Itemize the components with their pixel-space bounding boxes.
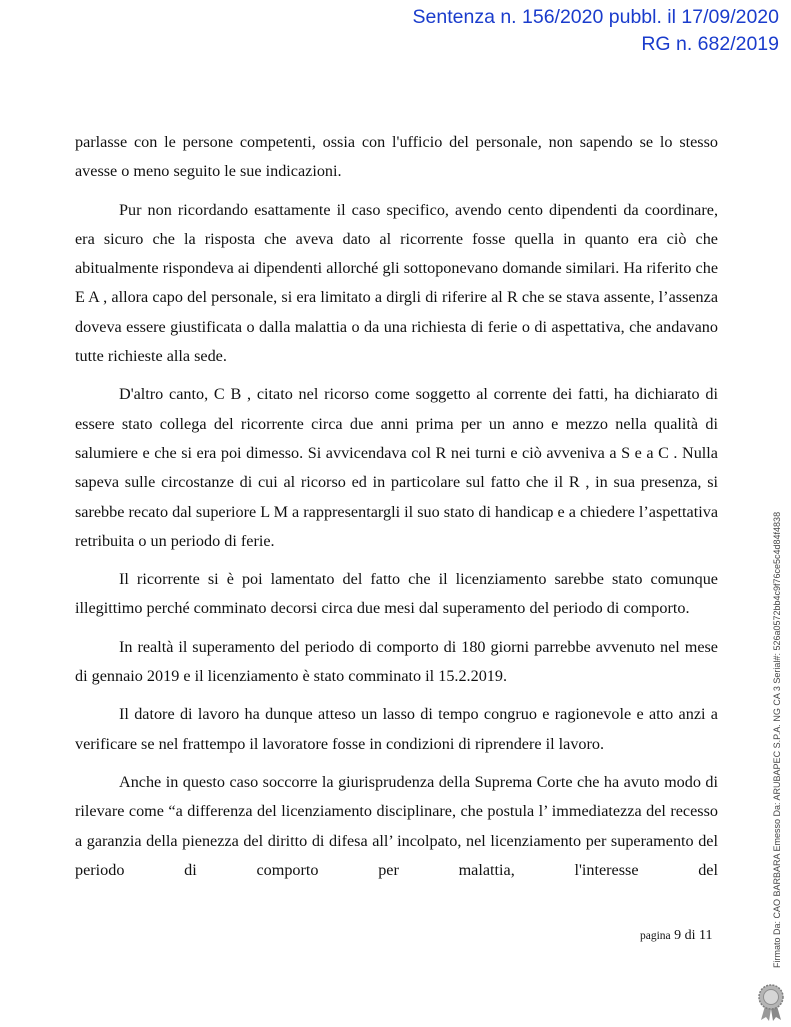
paragraph-4: Il ricorrente si è poi lamentato del fatto che il licenziamento sarebbe stato comunque illegittimo perché comminato decorsi circa due mesi dal superamento del periodo di comporto.	[75, 570, 718, 618]
document-body	[75, 128, 718, 894]
total-pages: 11	[699, 928, 713, 943]
paragraph-3: D'altro canto, C B , citato nel ricorso come soggetto al corrente dei fatti, ha dichiarato di essere stato collega del ricorrente circa due anni prima per un anno e mezzo nella qualità di salumiere e che si era poi dimesso. Si avvicendava col R nei turni e ciò avveniva a S e a C . Nulla sapeva sulle circostanze di cui al ricorso ed in particolare sul fatto che il R , in sua presenza, si sarebbe recato dal superiore L M a rappresentargli il suo stato di handicap e a chiedere l’aspettativa retribuita o un periodo di ferie.	[75, 385, 718, 550]
paragraph-6: Il datore di lavoro ha dunque atteso un lasso di tempo congruo e ragionevole e atto anzi a verificare se nel frattempo il lavoratore fosse in condizioni di riprendere il lavoro.	[75, 705, 718, 753]
document-header	[413, 4, 779, 58]
digital-signature-note: Firmato Da: CAO BARBARA Emesso Da: ARUBAPEC S.P.A. NG CA 3 Serial#: 526a0572bb4c9f76ce5c4d84f4838	[772, 511, 782, 968]
paragraph-1: parlasse con le persone competenti, ossia con l'ufficio del personale, non sapendo se lo stesso avesse o meno seguito le sue indicazioni.	[75, 133, 718, 181]
certification-seal-icon	[756, 982, 786, 1022]
case-number: RG n. 682/2019	[641, 33, 779, 55]
paragraph-2: Pur non ricordando esattamente il caso specifico, avendo cento dipendenti da coordinare, era sicuro che la risposta che aveva dato al ricorrente fosse quella in quanto era ciò che abitualmente rispondeva ai dipendenti allorché gli sottoponevano domande similari. Ha riferito che E A , allora capo del personale, si era limitato a dirgli di riferire al R che se stava assente, l’assenza doveva essere giustificata o dalla malattia o da una richiesta di ferie o di aspettativa, che andavano tutte richieste alla sede.	[75, 200, 718, 366]
sentence-number: Sentenza n. 156/2020 pubbl. il 17/09/2020	[412, 6, 779, 28]
paragraph-7: Anche in questo caso soccorre la giurisprudenza della Suprema Corte che ha avuto modo di rilevare come “a differenza del licenziamento disciplinare, che postula l’ immediatezza del recesso a garanzia della pienezza del diritto di difesa all’ incolpato, nel licenziamento per superamento del periodo di comporto per malattia, l'interesse del	[75, 772, 718, 879]
paragraph-5: In realtà il superamento del periodo di comporto di 180 giorni parrebbe avvenuto nel mese di gennaio 2019 e il licenziamento è stato comminato il 15.2.2019.	[75, 637, 718, 686]
current-page: 9	[674, 928, 682, 943]
page-word: pagina	[640, 930, 671, 942]
page-number	[640, 928, 713, 944]
of-word: di	[684, 928, 696, 943]
